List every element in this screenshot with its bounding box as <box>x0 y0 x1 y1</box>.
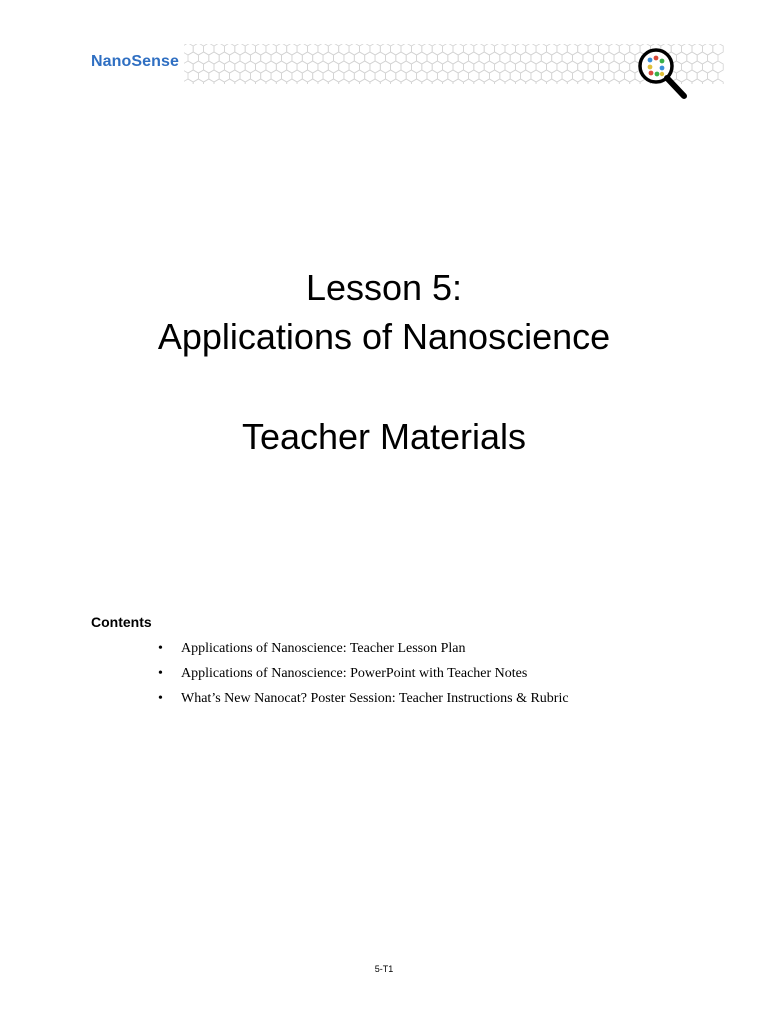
hexagon-cell <box>411 79 421 84</box>
list-item-text: Applications of Nanoscience: PowerPoint with Teacher Notes <box>181 666 528 681</box>
hexagon-cell <box>702 79 712 84</box>
hexagon-cell <box>619 79 629 84</box>
hexagon-cell <box>422 79 432 84</box>
hexagon-cell <box>235 79 245 84</box>
hexagon-cell <box>214 79 224 84</box>
bullet-marker: • <box>158 691 163 706</box>
materials-subtitle: Teacher Materials <box>241 416 527 457</box>
list-item <box>158 640 569 665</box>
hexagon-cell <box>474 79 484 84</box>
hexagon-cell <box>463 79 473 84</box>
hexagon-cell <box>578 79 588 84</box>
list-item <box>158 690 569 715</box>
hexagon-cell <box>328 79 338 84</box>
contents-heading: Contents <box>91 614 152 630</box>
hexagon-cell <box>276 79 286 84</box>
hexagon-cell <box>536 79 546 84</box>
hexagon-cell <box>380 79 390 84</box>
magnifier-icon <box>634 44 690 102</box>
hexagon-cell <box>245 79 255 84</box>
hexagon-cell <box>609 79 619 84</box>
bullet-marker: • <box>158 666 163 681</box>
hexagon-cell <box>453 79 463 84</box>
hexagon-cell <box>588 79 598 84</box>
hexagon-cell <box>287 79 297 84</box>
hexagon-cell <box>599 79 609 84</box>
hexagon-cell <box>443 79 453 84</box>
hexagon-cell <box>349 79 359 84</box>
contents-list <box>158 640 569 715</box>
hexagon-cell <box>557 79 567 84</box>
bullet-marker: • <box>158 641 163 656</box>
hexagon-cell <box>567 79 577 84</box>
hexagon-cell <box>224 79 234 84</box>
hexagon-cell <box>308 79 318 84</box>
page-number: 5-T1 <box>374 964 394 974</box>
hexagon-cell <box>547 79 557 84</box>
hexagon-cell <box>297 79 307 84</box>
hexagon-cell <box>515 79 525 84</box>
hexagon-cell <box>184 44 193 55</box>
lesson-title: Applications of Nanoscience <box>157 316 611 357</box>
hexagon-cell <box>360 79 370 84</box>
hexagon-cell <box>495 79 505 84</box>
brand-logo: NanoSense <box>91 53 180 70</box>
list-item-text: What’s New Nanocat? Poster Session: Teacher Instructions & Rubric <box>181 691 569 706</box>
hexagon-cell <box>505 79 515 84</box>
hexagon-cell <box>692 79 702 84</box>
hexagon-cell <box>391 79 401 84</box>
hexagon-cell <box>184 79 193 84</box>
hexagon-cell <box>432 79 442 84</box>
hexagon-cell <box>713 79 723 84</box>
hexagon-cell <box>370 79 380 84</box>
hexagon-cell <box>256 79 266 84</box>
hexagon-cell <box>339 79 349 84</box>
lesson-number: Lesson 5: <box>305 267 463 308</box>
hexagon-cell <box>193 79 203 84</box>
hexagon-cell <box>266 79 276 84</box>
list-item <box>158 665 569 690</box>
hexagon-cell <box>484 79 494 84</box>
list-item-text: Applications of Nanoscience: Teacher Lesson Plan <box>181 641 466 656</box>
hexagon-cell <box>401 79 411 84</box>
hexagon-cell <box>204 79 214 84</box>
page-header <box>88 42 688 100</box>
hexagon-cell <box>526 79 536 84</box>
hexagon-cell <box>318 79 328 84</box>
